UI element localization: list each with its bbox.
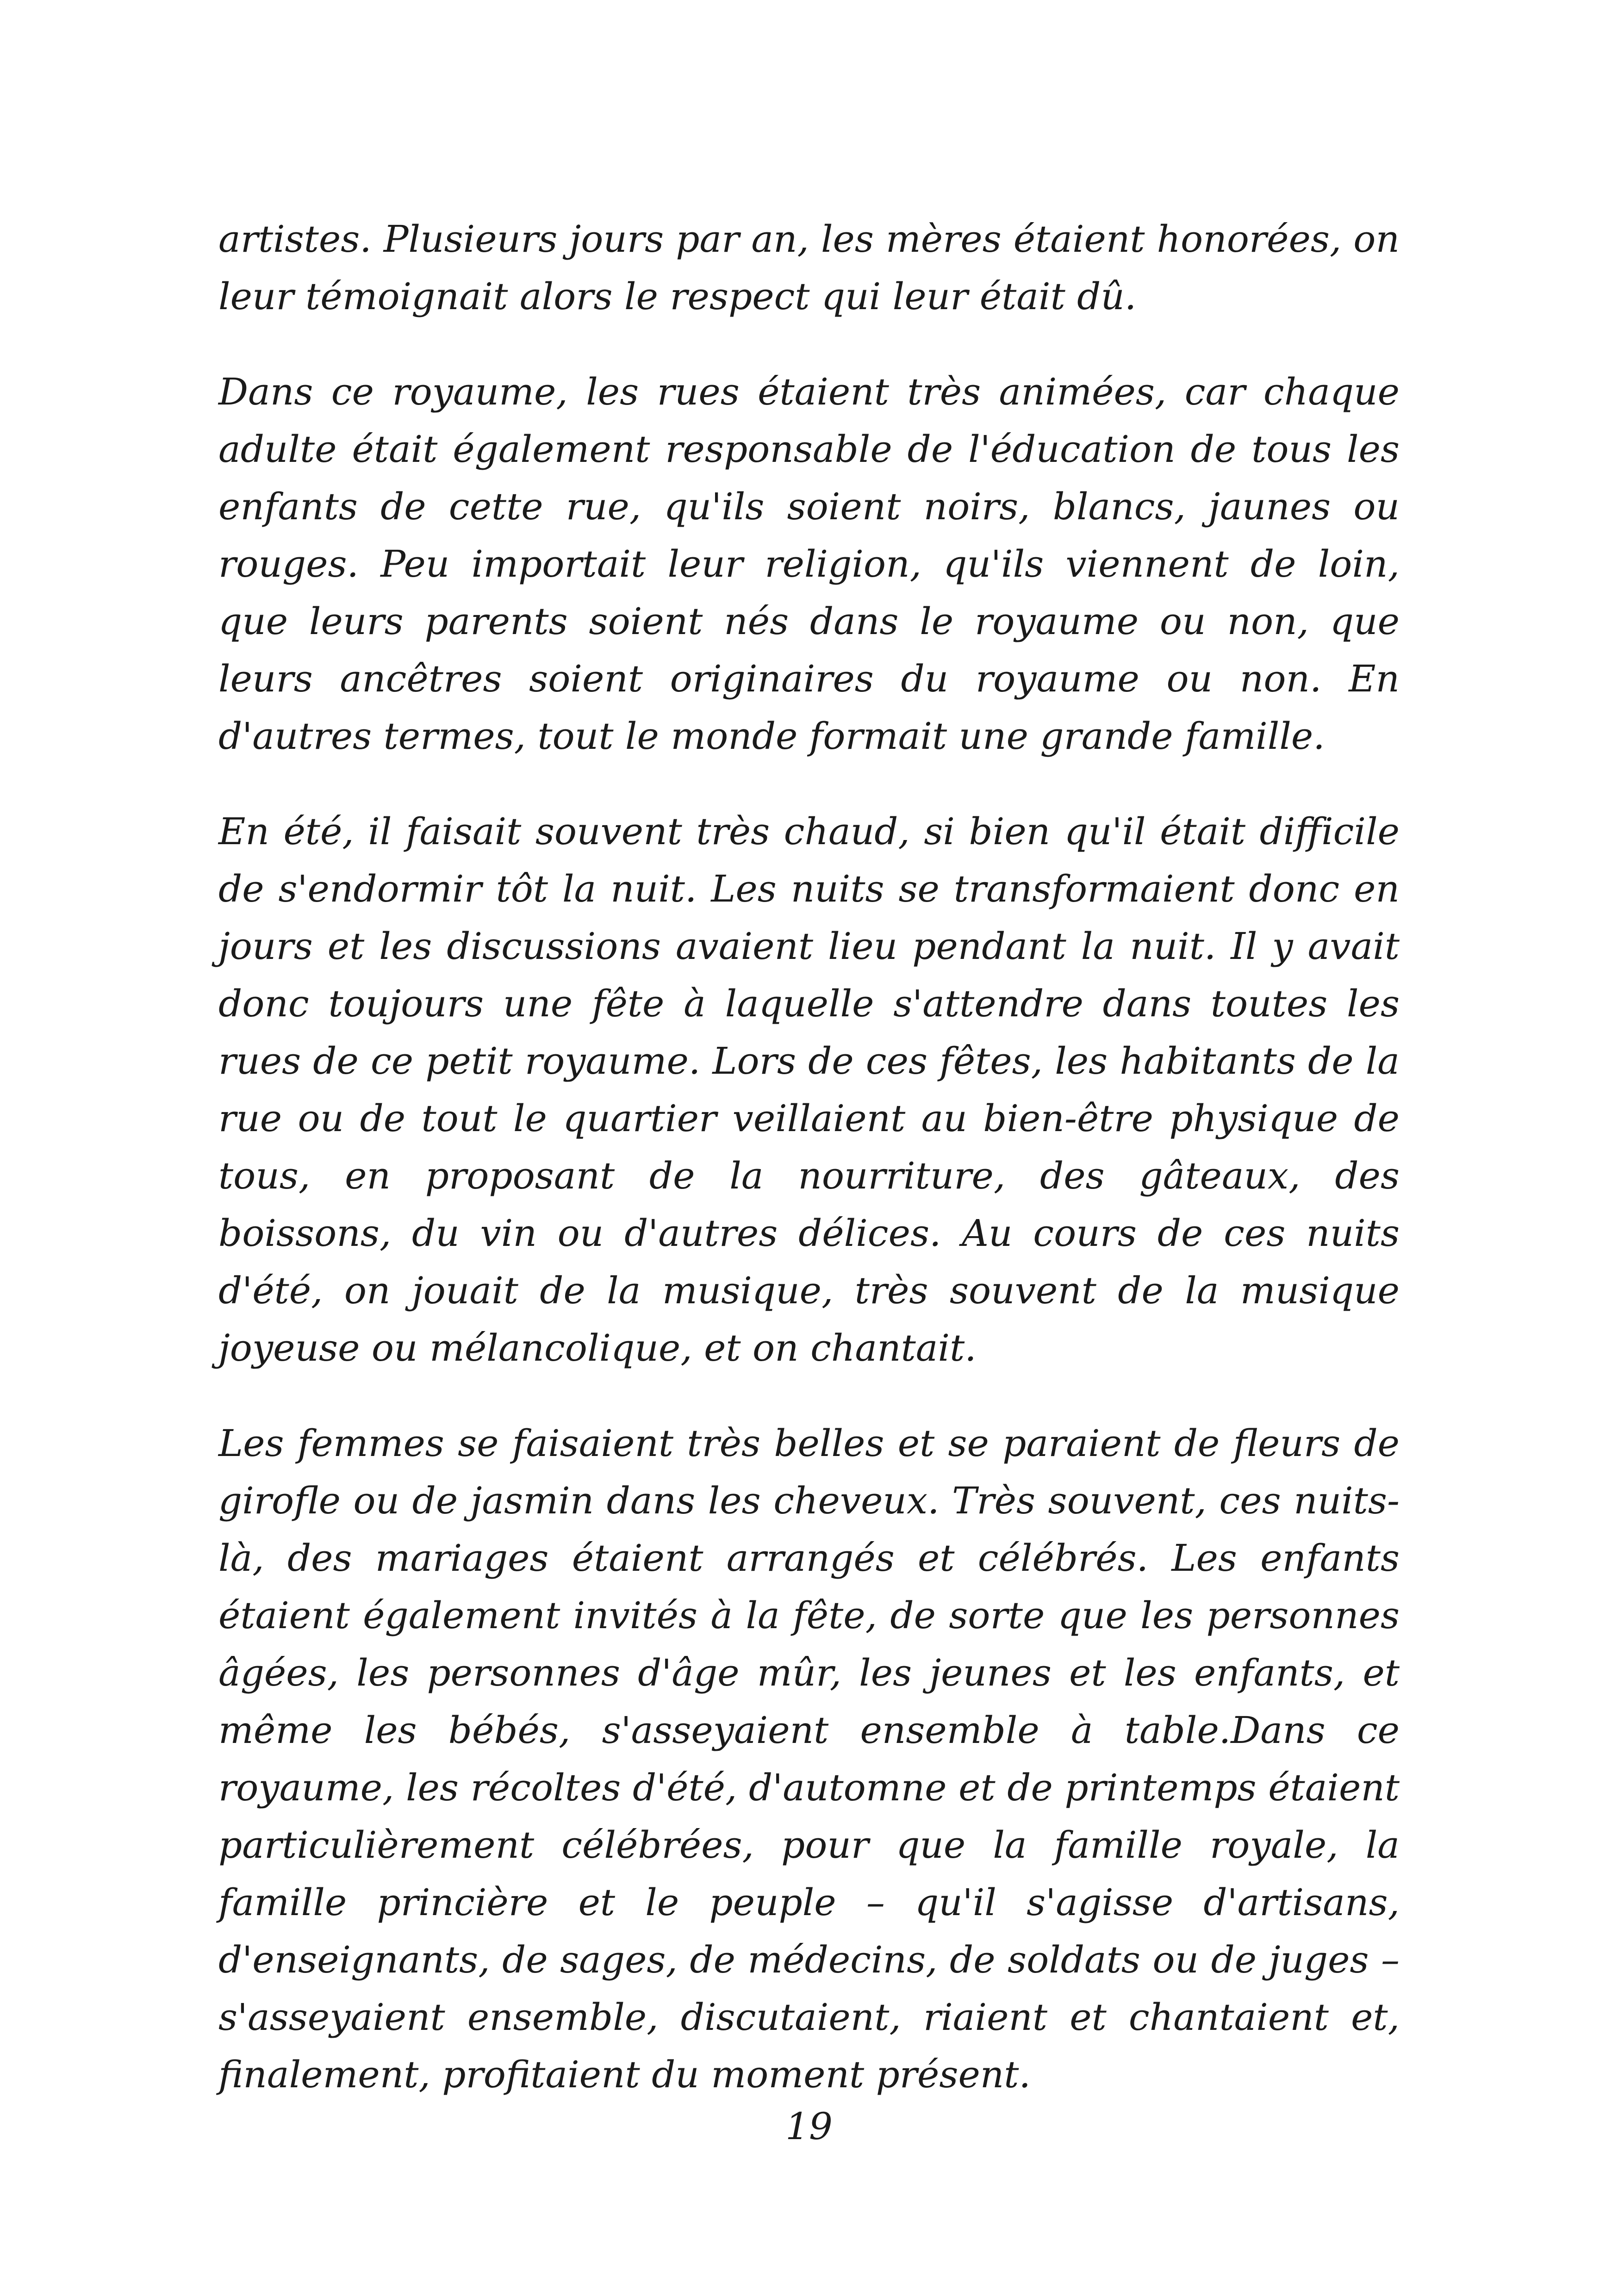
- paragraph-2: Dans ce royaume, les rues étaient très animées, car chaque adulte était également responsable de l'éducation de tous les enfants de cette rue, qu'ils soient noirs, blancs, jaunes ou rouges. Peu importait leur religion, qu'ils viennent de loin, que leurs parents soient nés dans le royaume ou non, que leurs ancêtres soient originaires du royaume ou non. En d'autres termes, tout le monde formait une grande famille.: [218, 370, 1400, 758]
- paragraph-4: Les femmes se faisaient très belles et se paraient de fleurs de girofle ou de jasmin dans les cheveux. Très souvent, ces nuits-là, des mariages étaient arrangés et célébrés. Les enfants étaient également invités à la fête, de sorte que les personnes âgées, les personnes d'âge mûr, les jeunes et les enfants, et même les bébés, s'asseyaient ensemble à table.Dans ce royaume, les récoltes d'été, d'automne et de printemps étaient particulièrement célébrées, pour que la famille royale, la famille princière et le peuple – qu'il s'agisse d'artisans, d'enseignants, de sages, de médecins, de soldats ou de juges – s'asseyaient ensemble, discutaient, riaient et chantaient et, finalement, profitaient du moment présent.: [218, 1422, 1400, 2096]
- page-number: 19: [785, 2105, 833, 2148]
- paragraph-1: artistes. Plusieurs jours par an, les mères étaient honorées, on leur témoignait alors le respect qui leur était dû.: [218, 218, 1400, 318]
- paragraph-3: En été, il faisait souvent très chaud, si bien qu'il était difficile de s'endormir tôt la nuit. Les nuits se transformaient donc en jours et les discussions avaient lieu pendant la nuit. Il y avait donc toujours une fête à laquelle s'attendre dans toutes les rues de ce petit royaume. Lors de ces fêtes, les habitants de la rue ou de tout le quartier veillaient au bien-être physique de tous, en proposant de la nourriture, des gâteaux, des boissons, du vin ou d'autres délices. Au cours de ces nuits d'été, on jouait de la musique, très souvent de la musique joyeuse ou mélancolique, et on chantait.: [218, 810, 1400, 1369]
- body-text: [218, 211, 1400, 2141]
